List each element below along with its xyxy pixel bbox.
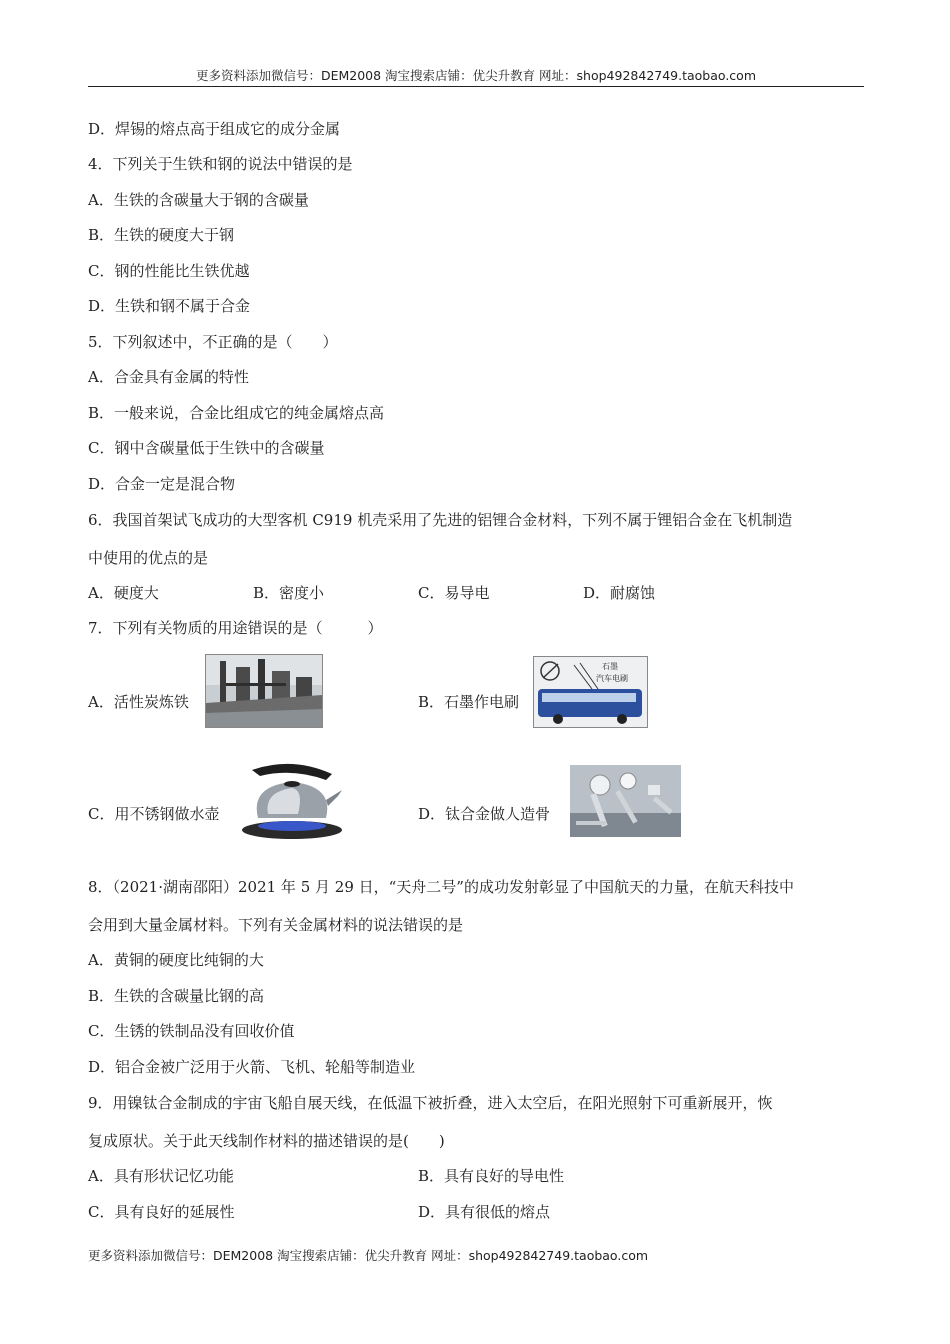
- page-header: 更多资料添加微信号：DEM2008 淘宝搜索店铺：优尖升教育 网址：shop492842749.taobao.com: [88, 66, 864, 87]
- page-footer: 更多资料添加微信号：DEM2008 淘宝搜索店铺：优尖升教育 网址：shop492842749.taobao.com: [88, 1248, 649, 1263]
- trolley-image-label-2: 汽车电刷: [596, 674, 628, 683]
- q7-option-c: C．用不锈钢做水壶: [88, 805, 220, 823]
- titanium-implant-image: [570, 765, 681, 837]
- q6-option-c: C．易导电: [418, 584, 490, 602]
- q8-option-c: C．生锈的铁制品没有回收价值: [88, 1022, 295, 1040]
- trolley-bus-illustration: [534, 657, 647, 727]
- q5-option-b: B．一般来说，合金比组成它的纯金属熔点高: [88, 404, 385, 422]
- q4-stem: 4．下列关于生铁和钢的说法中错误的是: [88, 155, 353, 173]
- trolley-bus-image: [533, 656, 648, 728]
- kettle-illustration: [238, 760, 344, 842]
- q7-option-a: A．活性炭炼铁: [88, 693, 189, 711]
- q7-stem: 7．下列有关物质的用途错误的是（ ）: [88, 619, 383, 637]
- q4-option-d: D．生铁和钢不属于合金: [88, 297, 251, 315]
- q9-option-a: A．具有形状记忆功能: [88, 1167, 234, 1185]
- q9-option-d: D．具有很低的熔点: [418, 1203, 551, 1221]
- blast-furnace-illustration: [206, 655, 322, 727]
- q6-option-a: A．硬度大: [88, 584, 159, 602]
- q6-option-b: B．密度小: [253, 584, 325, 602]
- q5-stem: 5．下列叙述中，不正确的是（ ）: [88, 333, 338, 351]
- q9-option-c: C．具有良好的延展性: [88, 1203, 235, 1221]
- q5-option-a: A．合金具有金属的特性: [88, 368, 249, 386]
- blast-furnace-image: [205, 654, 323, 728]
- q8-option-d: D．铝合金被广泛用于火箭、飞机、轮船等制造业: [88, 1058, 416, 1076]
- q9-stem-line2: 复成原状。关于此天线制作材料的描述错误的是( ): [88, 1132, 445, 1150]
- q5-option-c: C．钢中含碳量低于生铁中的含碳量: [88, 439, 325, 457]
- q6-option-d: D．耐腐蚀: [583, 584, 656, 602]
- q4-option-b: B．生铁的硬度大于钢: [88, 226, 235, 244]
- q4-option-c: C．钢的性能比生铁优越: [88, 262, 250, 280]
- q6-stem-line1: 6．我国首架试飞成功的大型客机 C919 机壳采用了先进的铝锂合金材料，下列不属于锂铝合金在飞机制造: [88, 511, 793, 529]
- q9-stem-line1: 9．用镍钛合金制成的宇宙飞船自展天线，在低温下被折叠，进入太空后，在阳光照射下可重新展开，恢: [88, 1094, 773, 1112]
- q3-option-d: D．焊锡的熔点高于组成它的成分金属: [88, 120, 341, 138]
- kettle-image: [238, 760, 344, 842]
- q8-stem-line2: 会用到大量金属材料。下列有关金属材料的说法错误的是: [88, 916, 464, 934]
- q6-stem-line2: 中使用的优点的是: [88, 549, 209, 567]
- titanium-implant-illustration: [570, 765, 681, 837]
- q4-option-a: A．生铁的含碳量大于钢的含碳量: [88, 191, 309, 209]
- q8-option-a: A．黄铜的硬度比纯铜的大: [88, 951, 264, 969]
- q8-stem-line1: 8．（2021·湖南邵阳）2021 年 5 月 29 日，“天舟二号”的成功发射彰显了中国航天的力量，在航天科技中: [88, 878, 794, 896]
- q5-option-d: D．合金一定是混合物: [88, 475, 236, 493]
- trolley-image-label-1: 石墨: [602, 662, 618, 671]
- q7-option-d: D．钛合金做人造骨: [418, 805, 551, 823]
- q8-option-b: B．生铁的含碳量比钢的高: [88, 987, 265, 1005]
- q9-option-b: B．具有良好的导电性: [418, 1167, 565, 1185]
- q7-option-b: B．石墨作电刷: [418, 693, 520, 711]
